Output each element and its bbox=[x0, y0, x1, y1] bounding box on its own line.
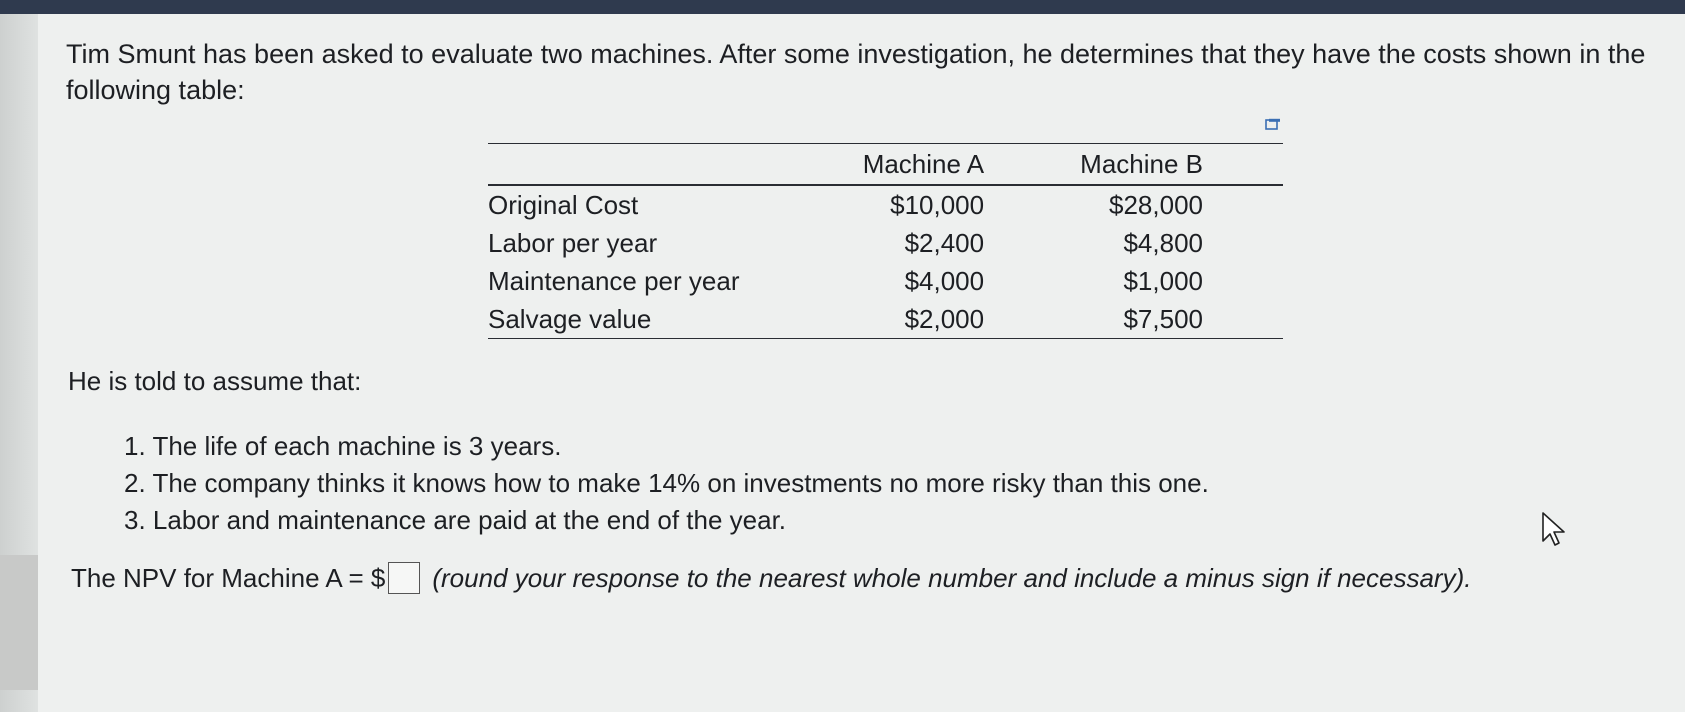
assumptions-list bbox=[124, 428, 1209, 539]
list-item: 3. Labor and maintenance are paid at the end of the year. bbox=[124, 505, 787, 535]
machine-b-value: $4,800 bbox=[1123, 227, 1203, 258]
machine-a-value: $2,000 bbox=[904, 303, 985, 334]
npv-rounding-hint: (round your response to the nearest whole number and include a minus sign if necessary). bbox=[432, 562, 1472, 593]
table-row bbox=[488, 185, 1283, 224]
machine-b-value: $7,500 bbox=[1123, 303, 1203, 334]
assumptions-intro: He is told to assume that: bbox=[68, 366, 362, 396]
window-top-bar bbox=[0, 0, 1685, 14]
header-machine-a: Machine A bbox=[862, 148, 985, 179]
table-header-row bbox=[488, 144, 1283, 186]
list-item: 2. The company thinks it knows how to make 14% on investments no more risky than this one. bbox=[124, 468, 1209, 498]
left-margin-shade-lower bbox=[0, 555, 38, 690]
problem-panel bbox=[38, 14, 1685, 712]
row-label: Maintenance per year bbox=[488, 265, 740, 296]
header-machine-b: Machine B bbox=[1080, 148, 1203, 179]
table-row bbox=[488, 262, 1283, 300]
machine-cost-table bbox=[488, 143, 1283, 339]
machine-a-value: $4,000 bbox=[904, 265, 985, 296]
copy-table-icon[interactable] bbox=[1265, 118, 1281, 131]
machine-a-value: $2,400 bbox=[904, 227, 985, 258]
machine-b-value: $28,000 bbox=[1109, 189, 1203, 220]
problem-intro: Tim Smunt has been asked to evaluate two machines. After some investigation, he determines that they have the costs shown in the following table: bbox=[66, 39, 1646, 105]
table-row bbox=[488, 300, 1283, 339]
npv-question bbox=[71, 562, 1471, 594]
list-item: 1. The life of each machine is 3 years. bbox=[124, 431, 562, 461]
mouse-pointer-icon bbox=[1540, 511, 1570, 552]
row-label: Labor per year bbox=[488, 227, 658, 258]
machine-b-value: $1,000 bbox=[1123, 265, 1203, 296]
header-blank bbox=[488, 144, 794, 186]
machine-a-value: $10,000 bbox=[890, 189, 985, 220]
row-label: Original Cost bbox=[488, 189, 639, 220]
npv-answer-input[interactable] bbox=[388, 562, 420, 594]
npv-question-prefix: The NPV for Machine A = $ bbox=[71, 562, 386, 593]
row-label: Salvage value bbox=[488, 303, 652, 334]
table-row bbox=[488, 224, 1283, 262]
